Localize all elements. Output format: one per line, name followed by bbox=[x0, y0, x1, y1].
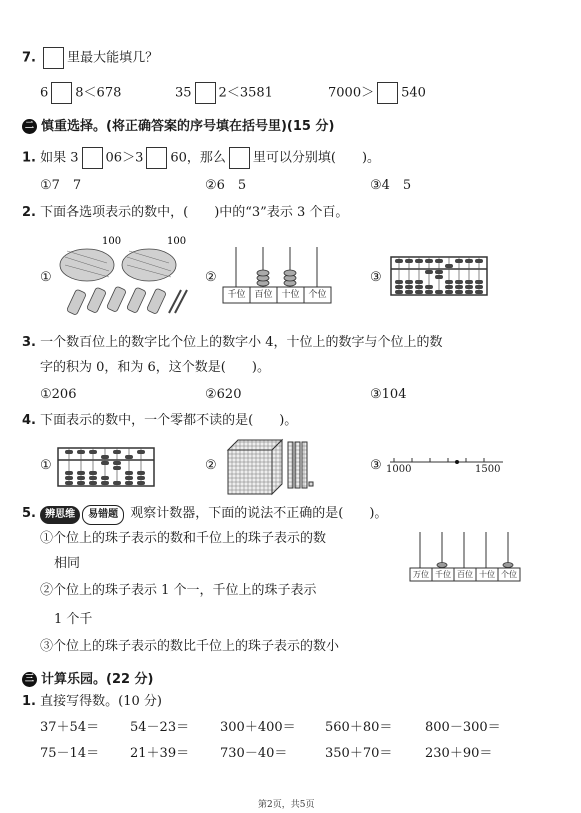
option-3[interactable]: ③个位上的珠子表示的数比千位上的珠子表示的数小 bbox=[40, 639, 340, 654]
q7-item-3: 7000＞ 540 bbox=[328, 82, 426, 104]
answer-box[interactable] bbox=[377, 82, 398, 104]
option-1[interactable]: ①个位上的珠子表示的数和千位上的珠子表示的数 bbox=[40, 531, 327, 546]
s2-q3-line2: 字的积为 0，和为 6，这个数是( )。 bbox=[40, 360, 270, 375]
hundred-label: 100 bbox=[167, 236, 187, 247]
page-footer: 第2页，共5页 bbox=[258, 800, 315, 810]
abacus-image bbox=[57, 447, 155, 487]
calc-item[interactable]: 230＋90＝ bbox=[425, 746, 493, 761]
option-2[interactable]: ②个位上的珠子表示 1 个一，千位上的珠子表示 bbox=[40, 583, 317, 598]
option-3[interactable]: ③104 bbox=[370, 387, 407, 402]
abacus-image bbox=[390, 256, 488, 296]
option-1[interactable]: ①206 bbox=[40, 387, 77, 402]
s2-q5: 5. 辨思维 易错题 观察计数器，下面的说法不正确的是( )。 bbox=[22, 505, 387, 525]
option-2-cont: 1 个千 bbox=[54, 612, 93, 627]
answer-box[interactable] bbox=[229, 147, 250, 169]
s2-q3-line1: 3. 一个数百位上的数字比个位上的数字小 4，十位上的数字与个位上的数 bbox=[22, 335, 443, 350]
s2-q1: 1. 如果 3 06＞3 60，那么 里可以分别填( )。 bbox=[22, 147, 380, 169]
answer-box[interactable] bbox=[146, 147, 167, 169]
option-2[interactable]: ②620 bbox=[205, 387, 242, 402]
calc-item[interactable]: 21＋39＝ bbox=[130, 746, 190, 761]
calc-item[interactable]: 300＋400＝ bbox=[220, 720, 296, 735]
axis-start-label: 1000 bbox=[386, 464, 412, 475]
option-3[interactable]: ③ bbox=[370, 270, 382, 285]
option-1[interactable]: ① bbox=[40, 270, 52, 285]
section-3-header: 三 计算乐园。(22 分) bbox=[22, 668, 154, 687]
counter-place-labels: 千位 百位 十位 个位 bbox=[227, 290, 327, 300]
answer-box[interactable] bbox=[82, 147, 103, 169]
option-1-cont: 相同 bbox=[54, 556, 81, 571]
hundred-label: 100 bbox=[102, 236, 122, 247]
answer-box[interactable] bbox=[43, 47, 64, 69]
answer-box[interactable] bbox=[51, 82, 72, 104]
answer-box[interactable] bbox=[195, 82, 216, 104]
calc-item[interactable]: 800－300＝ bbox=[425, 720, 501, 735]
calc-item[interactable]: 75－14＝ bbox=[40, 746, 100, 761]
q7-item-2: 35 2＜3581 bbox=[175, 82, 273, 104]
q7-title: 7. 里最大能填几？ bbox=[22, 47, 158, 69]
section-2-header: 二 慎重选择。(将正确答案的序号填在括号里)(15 分) bbox=[22, 115, 334, 134]
calc-item[interactable]: 37＋54＝ bbox=[40, 720, 100, 735]
calc-item[interactable]: 350＋70＝ bbox=[325, 746, 393, 761]
s2-q2: 2. 下面各选项表示的数中，( )中的“3”表示 3 个百。 bbox=[22, 205, 349, 220]
stick-bundles-image bbox=[57, 235, 192, 320]
option-3[interactable]: ③ bbox=[370, 458, 382, 473]
q7-item-1: 6 8＜678 bbox=[40, 82, 121, 104]
option-2[interactable]: ②6 5 bbox=[205, 178, 247, 193]
option-2[interactable]: ② bbox=[205, 270, 217, 285]
calc-item[interactable]: 730－40＝ bbox=[220, 746, 288, 761]
s2-q4: 4. 下面表示的数中，一个零都不读的是( )。 bbox=[22, 413, 298, 428]
option-1[interactable]: ①7 7 bbox=[40, 178, 82, 193]
calc-item[interactable]: 54－23＝ bbox=[130, 720, 190, 735]
base-ten-blocks-image bbox=[224, 438, 319, 496]
calc-item[interactable]: 560＋80＝ bbox=[325, 720, 393, 735]
s3-q1: 1. 直接写得数。(10 分) bbox=[22, 694, 162, 709]
axis-end-label: 1500 bbox=[475, 464, 501, 475]
tag-badge: 易错题 bbox=[82, 505, 124, 525]
counter-place-labels: 万位 千位 百位 十位 个位 bbox=[413, 570, 517, 579]
option-2[interactable]: ② bbox=[205, 458, 217, 473]
tag-badge: 辨思维 bbox=[40, 506, 80, 524]
option-3[interactable]: ③4 5 bbox=[370, 178, 412, 193]
option-1[interactable]: ① bbox=[40, 458, 52, 473]
